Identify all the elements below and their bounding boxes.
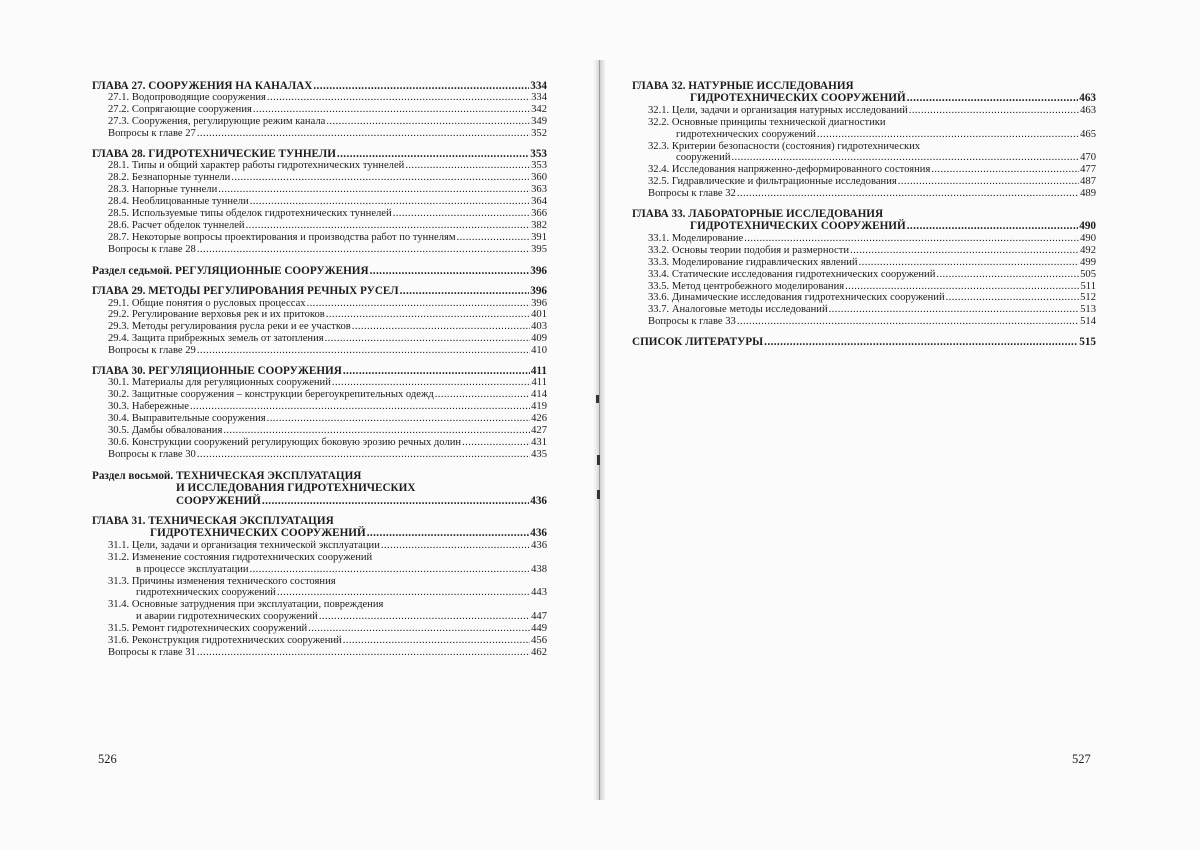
toc-page-number: 489 — [1080, 188, 1096, 200]
toc-entry-title: 29.4. Защита прибрежных земель от затопления — [108, 333, 324, 345]
dot-leader — [400, 285, 530, 297]
dot-leader — [326, 309, 530, 321]
toc-entry-sub — [632, 316, 1096, 328]
toc-entry-title: гидротехнических сооружений — [676, 128, 816, 140]
dot-leader — [764, 336, 1078, 348]
dot-leader — [381, 540, 530, 552]
dot-leader — [850, 245, 1079, 257]
toc-page-number: 490 — [1079, 220, 1096, 233]
toc-entry-title: 31.2. Изменение состояния гидротехнических сооружений — [108, 551, 373, 563]
toc-entry-sub — [92, 184, 547, 196]
toc-page-number: 514 — [1080, 316, 1096, 328]
dot-leader — [370, 265, 530, 277]
toc-entry-chapter — [92, 148, 547, 160]
dot-leader — [936, 269, 1079, 281]
toc-entry-title: Вопросы к главе 33 — [648, 316, 736, 328]
toc-entry-title: ГЛАВА 31. ТЕХНИЧЕСКАЯ ЭКСПЛУАТАЦИЯ — [92, 515, 334, 527]
dot-leader — [231, 172, 530, 184]
toc-entry-sub — [92, 437, 547, 449]
dot-leader — [946, 292, 1079, 304]
toc-entry-sub — [92, 232, 547, 244]
toc-entry-title: Вопросы к главе 30 — [108, 448, 196, 460]
dot-leader — [898, 176, 1079, 188]
dot-leader — [931, 164, 1079, 176]
toc-entry-sub — [92, 647, 547, 659]
toc-entry-chapter — [92, 515, 547, 540]
toc-entry-title: 29.1. Общие понятия о русловых процессах — [108, 297, 306, 309]
toc-page-number: 395 — [531, 243, 547, 255]
toc-page-number: 360 — [531, 172, 547, 184]
toc-entry-title: 30.3. Набережные — [108, 401, 189, 413]
toc-entry-title: Вопросы к главе 29 — [108, 345, 196, 357]
toc-page-number: 410 — [531, 345, 547, 357]
toc-page-number: 463 — [1079, 92, 1096, 105]
toc-page-number: 511 — [1080, 280, 1096, 292]
toc-entry-title: Вопросы к главе 31 — [108, 646, 196, 658]
right-page-toc — [632, 80, 1096, 349]
toc-entry-title: 27.3. Сооружения, регулирующие режим канала — [108, 116, 326, 128]
toc-page-number: 382 — [531, 219, 547, 231]
toc-entry-chapter — [92, 285, 547, 297]
toc-page-number: 505 — [1080, 268, 1096, 280]
toc-page-number: 470 — [1080, 152, 1096, 164]
toc-entry-title: 30.5. Дамбы обвалования — [108, 425, 223, 437]
toc-entry-sub — [632, 141, 1096, 165]
toc-entry-sub — [92, 425, 547, 437]
dot-leader — [253, 104, 530, 116]
toc-entry-sub — [92, 172, 547, 184]
dot-leader — [197, 449, 530, 461]
dot-leader — [267, 92, 530, 104]
dot-leader — [246, 220, 531, 232]
toc-page-number: 419 — [531, 401, 547, 413]
toc-page-number: 477 — [1080, 164, 1096, 176]
toc-page-number: 435 — [531, 448, 547, 460]
toc-page-number: 352 — [531, 128, 547, 140]
toc-entry-sub — [92, 244, 547, 256]
toc-page-number: 443 — [531, 587, 547, 599]
toc-entry-title: ГЛАВА 32. НАТУРНЫЕ ИССЛЕДОВАНИЯ — [632, 80, 854, 92]
toc-entry-title: 31.3. Причины изменения технического состояния — [108, 575, 336, 587]
toc-entry-title: 30.1. Материалы для регуляционных сооружений — [108, 377, 331, 389]
toc-page-number: 349 — [531, 116, 547, 128]
toc-entry-sub — [92, 104, 547, 116]
toc-entry-sub — [92, 540, 547, 552]
toc-entry-sub — [92, 321, 547, 333]
toc-entry-title: 31.1. Цели, задачи и организация технической эксплуатации — [108, 539, 380, 551]
toc-entry-sub — [92, 413, 547, 425]
book-gutter-line — [599, 60, 600, 800]
toc-entry-title: 32.4. Исследования напряженно-деформированного состояния — [648, 164, 931, 176]
toc-page-number: 396 — [530, 285, 547, 298]
dot-leader — [218, 184, 530, 196]
toc-page-number: 465 — [1080, 128, 1096, 140]
toc-entry-title: 27.2. Сопрягающие сооружения — [108, 104, 252, 116]
toc-entry-title: Вопросы к главе 27 — [108, 128, 196, 140]
page-number-right: 527 — [1072, 752, 1091, 766]
toc-entry-title: 32.5. Гидравлические и фильтрационные исследования — [648, 176, 897, 188]
toc-page-number: 449 — [531, 623, 547, 635]
toc-entry-sub — [632, 188, 1096, 200]
toc-entry-sub — [92, 576, 547, 600]
toc-entry-title: ГИДРОТЕХНИЧЕСКИХ СООРУЖЕНИЙ — [690, 220, 906, 233]
toc-entry-title: гидротехнических сооружений — [136, 587, 276, 599]
dot-leader — [457, 232, 531, 244]
toc-entry-title: 27.1. Водопроводящие сооружения — [108, 92, 266, 104]
dot-leader — [907, 92, 1079, 104]
dot-leader — [307, 298, 531, 310]
toc-entry-sub — [632, 257, 1096, 269]
toc-page-number: 512 — [1080, 292, 1096, 304]
toc-page-number: 364 — [531, 196, 547, 208]
dot-leader — [277, 587, 530, 599]
dot-leader — [352, 321, 530, 333]
dot-leader — [337, 148, 529, 160]
dot-leader — [462, 437, 530, 449]
dot-leader — [744, 233, 1079, 245]
toc-entry-sub — [92, 599, 547, 623]
toc-page-number: 456 — [531, 635, 547, 647]
toc-entry-title: 28.1. Типы и общий характер работы гидротехнических туннелей — [108, 160, 405, 172]
toc-entry-title: ГИДРОТЕХНИЧЕСКИХ СООРУЖЕНИЙ — [690, 92, 906, 105]
toc-entry-title: 28.2. Безнапорные туннели — [108, 172, 231, 184]
toc-entry-title: 32.2. Основные принципы технической диагностики — [648, 116, 886, 128]
toc-entry-sub — [92, 128, 547, 140]
toc-page-number: 436 — [530, 527, 547, 540]
dot-leader — [197, 345, 530, 357]
toc-entry-title: Вопросы к главе 28 — [108, 243, 196, 255]
toc-page-number: 403 — [531, 321, 547, 333]
toc-entry-title: СПИСОК ЛИТЕРАТУРЫ — [632, 336, 764, 349]
toc-entry-sub — [92, 92, 547, 104]
dot-leader — [197, 647, 530, 659]
toc-entry-title: 28.4. Необлицованные туннели — [108, 196, 249, 208]
toc-entry-section — [92, 265, 547, 277]
dot-leader — [435, 389, 530, 401]
toc-page-number: 396 — [530, 264, 547, 277]
toc-page-number: 334 — [530, 80, 547, 92]
toc-page-number: 411 — [531, 377, 547, 389]
dot-leader — [732, 152, 1080, 164]
dot-leader — [737, 316, 1079, 328]
toc-entry-sub — [92, 623, 547, 635]
toc-entry-sub — [632, 117, 1096, 141]
toc-page-number: 366 — [531, 208, 547, 220]
toc-entry-title: ГИДРОТЕХНИЧЕСКИХ СООРУЖЕНИЙ — [150, 527, 366, 540]
toc-entry-title: 33.3. Моделирование гидравлических явлений — [648, 256, 858, 268]
toc-entry-title: И ИССЛЕДОВАНИЯ ГИДРОТЕХНИЧЕСКИХ — [176, 482, 416, 495]
toc-entry-title: ГЛАВА 29. МЕТОДЫ РЕГУЛИРОВАНИЯ РЕЧНЫХ РУСЕЛ — [92, 285, 399, 298]
toc-page-number: 438 — [531, 563, 547, 575]
toc-entry-title: Вопросы к главе 32 — [648, 188, 736, 200]
toc-entry-title: и аварии гидротехнических сооружений — [136, 611, 318, 623]
toc-entry-sub — [632, 292, 1096, 304]
toc-entry-sub — [92, 401, 547, 413]
toc-page-number: 447 — [531, 611, 547, 623]
toc-entry-title: 33.4. Статические исследования гидротехнических сооружений — [648, 268, 936, 280]
toc-entry-sub — [92, 220, 547, 232]
scan-mark — [596, 395, 599, 403]
toc-entry-title: 33.2. Основы теории подобия и размерности — [648, 244, 850, 256]
toc-page-number: 334 — [531, 92, 547, 104]
toc-entry-sub — [92, 449, 547, 461]
dot-leader — [907, 220, 1079, 232]
dot-leader — [817, 129, 1079, 141]
page-number-left: 526 — [98, 752, 117, 766]
toc-entry-sub — [92, 208, 547, 220]
toc-entry-chapter — [92, 365, 547, 377]
toc-entry-title: 30.4. Выправительные сооружения — [108, 413, 266, 425]
toc-entry-chapter — [632, 208, 1096, 233]
toc-page-number: 396 — [531, 297, 547, 309]
toc-entry-sub — [92, 298, 547, 310]
toc-entry-title: Раздел седьмой. РЕГУЛЯЦИОННЫЕ СООРУЖЕНИЯ — [92, 264, 369, 277]
toc-page-number: 411 — [530, 365, 547, 378]
toc-entry-sub — [632, 105, 1096, 117]
scan-mark — [597, 490, 600, 499]
dot-leader — [326, 116, 530, 128]
toc-page-number: 414 — [531, 389, 547, 401]
dot-leader — [250, 196, 530, 208]
dot-leader — [332, 377, 531, 389]
toc-page-number: 409 — [531, 333, 547, 345]
toc-entry-sub — [92, 196, 547, 208]
toc-page-number: 363 — [531, 184, 547, 196]
toc-entry-title: ГЛАВА 30. РЕГУЛЯЦИОННЫЕ СООРУЖЕНИЯ — [92, 365, 342, 378]
toc-entry-title: 30.2. Защитные сооружения – конструкции берегоукрепительных одежд — [108, 389, 434, 401]
dot-leader — [909, 105, 1079, 117]
dot-leader — [197, 244, 530, 256]
toc-entry-title: 33.6. Динамические исследования гидротехнических сооружений — [648, 292, 945, 304]
toc-entry-title: 33.1. Моделирование — [648, 232, 744, 244]
dot-leader — [737, 188, 1079, 200]
toc-entry-sub — [92, 116, 547, 128]
toc-entry-title: 33.7. Аналоговые методы исследований — [648, 304, 828, 316]
toc-entry-title: 32.3. Критерии безопасности (состояния) гидротехнических — [648, 140, 921, 152]
toc-entry-sub — [632, 176, 1096, 188]
toc-entry-title: ГЛАВА 33. ЛАБОРАТОРНЫЕ ИССЛЕДОВАНИЯ — [632, 208, 884, 221]
dot-leader — [319, 611, 530, 623]
toc-entry-section — [92, 470, 547, 507]
toc-entry-title: в процессе эксплуатации — [136, 563, 249, 575]
toc-entry-title: 32.1. Цели, задачи и организация натурных исследований — [648, 104, 908, 116]
dot-leader — [313, 80, 529, 92]
toc-entry-sub — [92, 160, 547, 172]
toc-page-number: 431 — [531, 436, 547, 448]
toc-entry-title: Раздел восьмой. ТЕХНИЧЕСКАЯ ЭКСПЛУАТАЦИЯ — [92, 469, 362, 482]
toc-entry-sub — [632, 304, 1096, 316]
dot-leader — [325, 333, 530, 345]
toc-entry-sub — [92, 552, 547, 576]
toc-entry-title: 29.3. Методы регулирования русла реки и ее участков — [108, 321, 351, 333]
toc-entry-sub — [632, 164, 1096, 176]
toc-entry-sub — [92, 345, 547, 357]
toc-page-number: 353 — [530, 148, 547, 161]
toc-entry-title: 33.5. Метод центробежного моделирования — [648, 280, 845, 292]
toc-entry-title: сооружений — [676, 152, 731, 164]
dot-leader — [845, 281, 1079, 293]
toc-entry-sub — [92, 333, 547, 345]
toc-entry-title: 31.4. Основные затруднения при эксплуатации, повреждения — [108, 599, 384, 611]
toc-page-number: 401 — [531, 309, 547, 321]
toc-entry-title: 30.6. Конструкции сооружений регулирующих боковую эрозию речных долин — [108, 436, 462, 448]
toc-page-number: 487 — [1080, 176, 1096, 188]
toc-entry-title: 31.5. Ремонт гидротехнических сооружений — [108, 623, 308, 635]
dot-leader — [405, 160, 530, 172]
toc-entry-sub — [632, 245, 1096, 257]
left-page-toc — [92, 80, 547, 659]
toc-page-number: 353 — [531, 160, 547, 172]
dot-leader — [250, 564, 531, 576]
toc-page-number: 492 — [1080, 244, 1096, 256]
dot-leader — [343, 635, 530, 647]
toc-page-number: 427 — [531, 425, 547, 437]
toc-entry-title: ГЛАВА 27. СООРУЖЕНИЯ НА КАНАЛАХ — [92, 80, 313, 92]
dot-leader — [267, 413, 530, 425]
toc-page-number: 391 — [531, 231, 547, 243]
toc-entry-sub — [92, 309, 547, 321]
dot-leader — [829, 304, 1080, 316]
toc-entry-sub — [92, 389, 547, 401]
toc-entry-sub — [632, 269, 1096, 281]
toc-page-number: 515 — [1079, 336, 1096, 349]
toc-entry-sub — [92, 635, 547, 647]
dot-leader — [367, 527, 530, 539]
dot-leader — [262, 495, 529, 507]
dot-leader — [859, 257, 1080, 269]
toc-entry-sub — [632, 281, 1096, 293]
toc-page-number: 490 — [1080, 232, 1096, 244]
toc-page-number: 463 — [1080, 104, 1096, 116]
dot-leader — [190, 401, 530, 413]
toc-page-number: 426 — [531, 413, 547, 425]
toc-entry-title: 28.3. Напорные туннели — [108, 184, 218, 196]
toc-page-number: 342 — [531, 104, 547, 116]
dot-leader — [223, 425, 530, 437]
scan-mark — [597, 455, 600, 465]
toc-page-number: 513 — [1080, 304, 1096, 316]
dot-leader — [308, 623, 530, 635]
toc-page-number: 436 — [530, 494, 547, 507]
toc-entry-title: 31.6. Реконструкция гидротехнических сооружений — [108, 635, 342, 647]
toc-page-number: 436 — [531, 539, 547, 551]
toc-entry-title: СООРУЖЕНИЙ — [176, 494, 261, 507]
toc-entry-chapter — [632, 80, 1096, 105]
toc-page-number: 499 — [1080, 256, 1096, 268]
toc-entry-chapter — [632, 336, 1096, 348]
toc-entry-title: 28.7. Некоторые вопросы проектирования и производства работ по туннелям — [108, 231, 456, 243]
toc-entry-sub — [92, 377, 547, 389]
dot-leader — [393, 208, 530, 220]
toc-entry-title: 28.5. Используемые типы обделок гидротехнических туннелей — [108, 208, 392, 220]
dot-leader — [343, 365, 530, 377]
toc-entry-sub — [632, 233, 1096, 245]
dot-leader — [197, 128, 530, 140]
toc-entry-title: 28.6. Расчет обделок туннелей — [108, 219, 245, 231]
toc-entry-chapter — [92, 80, 547, 92]
toc-page-number: 462 — [531, 646, 547, 658]
toc-entry-title: ГЛАВА 28. ГИДРОТЕХНИЧЕСКИЕ ТУННЕЛИ — [92, 148, 336, 161]
toc-entry-title: 29.2. Регулирование верховья рек и их притоков — [108, 309, 325, 321]
